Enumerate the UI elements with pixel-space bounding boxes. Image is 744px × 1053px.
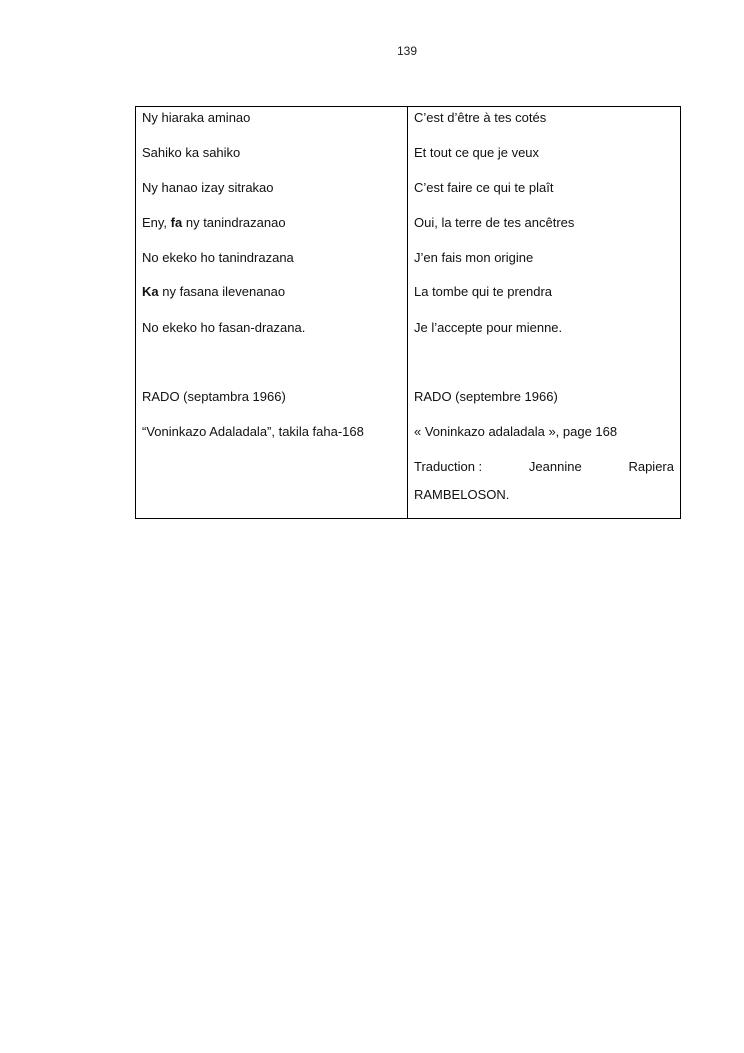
french-line-5: J’en fais mon origine: [414, 250, 534, 265]
translator-first-name: Jeannine: [528, 459, 582, 474]
french-line-6: La tombe qui te prendra: [414, 284, 553, 299]
french-line-4: Oui, la terre de tes ancêtres: [414, 215, 575, 230]
french-line-1: C’est d’être à tes cotés: [414, 110, 547, 125]
french-author: RADO (septembre 1966): [414, 389, 558, 404]
page-number: 139: [396, 44, 418, 58]
malagasy-column: [136, 107, 408, 518]
translator-surname: RAMBELOSON.: [414, 487, 510, 502]
line-4-start: Eny,: [142, 215, 171, 230]
french-source: « Voninkazo adaladala », page 168: [414, 424, 618, 439]
line-6-end: ny fasana ilevenanao: [158, 284, 286, 299]
malagasy-source: “Voninkazo Adaladala”, takila faha-168: [142, 424, 364, 439]
translator-middle-name: Rapiera: [628, 459, 674, 474]
french-line-7: Je l’accepte pour mienne.: [414, 320, 563, 335]
french-line-3: C’est faire ce qui te plaît: [414, 180, 554, 195]
malagasy-line-7: No ekeko ho fasan-drazana.: [142, 320, 306, 335]
translator-credit: [414, 459, 674, 475]
malagasy-author: RADO (septambra 1966): [142, 389, 286, 404]
malagasy-line-5: No ekeko ho tanindrazana: [142, 250, 294, 265]
french-line-2: Et tout ce que je veux: [414, 145, 540, 160]
bold-word-ka: Ka: [142, 284, 159, 299]
malagasy-line-4: [142, 215, 401, 231]
french-column: [408, 107, 680, 518]
line-4-end: ny tanindrazanao: [182, 215, 286, 230]
malagasy-line-2: Sahiko ka sahiko: [142, 145, 241, 160]
poem-translation-table: [135, 106, 681, 519]
malagasy-line-6: [142, 284, 401, 300]
malagasy-line-1: Ny hiaraka aminao: [142, 110, 251, 125]
bold-word-fa: fa: [170, 215, 183, 230]
malagasy-line-3: Ny hanao izay sitrakao: [142, 180, 274, 195]
translation-label: Traduction :: [414, 459, 483, 474]
